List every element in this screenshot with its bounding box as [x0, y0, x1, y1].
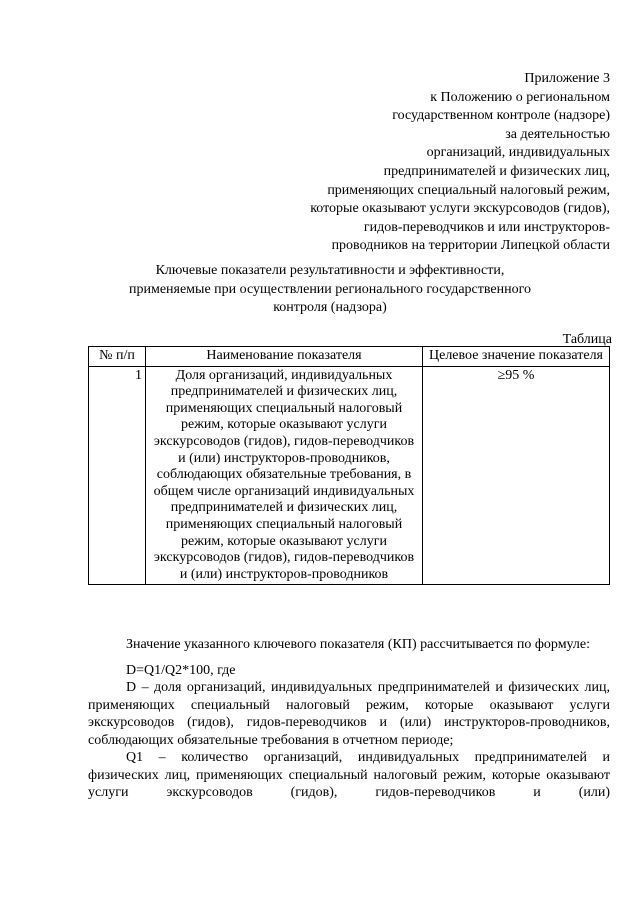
header-number: № п/п — [89, 347, 146, 367]
annex-line: за деятельностью — [505, 126, 610, 142]
annex-line: государственном контроле (надзоре) — [392, 108, 610, 124]
annex-line: применяющих специальный налоговый режим, — [327, 182, 610, 198]
formula-section — [88, 636, 610, 802]
row-number: 1 — [89, 366, 146, 585]
title-line: Ключевые показатели результативности и эффективности, — [155, 263, 505, 278]
document-title — [100, 262, 560, 318]
table-row — [89, 366, 610, 585]
row-target-value: ≥95 % — [423, 366, 610, 585]
annex-line: Приложение 3 — [524, 71, 610, 86]
table-header-row — [89, 347, 610, 367]
annex-line: к Положению о региональном — [430, 89, 610, 105]
formula: D=Q1/Q2*100, где — [126, 662, 236, 678]
header-indicator-name: Наименование показателя — [146, 347, 423, 367]
table-caption: Таблица — [562, 332, 612, 347]
kpi-table — [88, 346, 610, 585]
title-line: применяемые при осуществлении регионального государственного — [128, 281, 532, 297]
annex-line: организаций, индивидуальных — [426, 145, 610, 161]
row-indicator-name: Доля организаций, индивидуальных предпринимателей и физических лиц, применяющих специальный налоговый режим, которые оказывают услуги экскурсоводов (гидов), гидов-переводчиков и (или) инструкторов-проводников, соблюдающих обязательные требования, в общем числе организаций индивидуальных предпринимателей и физических лиц, применяющих специальный налоговый режим, которые оказывают услуги экскурсоводов (гидов), гидов-переводчиков и (или) инструкторов-проводников — [146, 366, 423, 585]
annex-line: предпринимателей и физических лиц, — [383, 163, 610, 179]
annex-header — [190, 70, 610, 256]
definition-d: D – доля организаций, индивидуальных предпринимателей и физических лиц, применяющих специальный налоговый режим, которые оказывают услуги экскурсоводов (гидов), гидов-переводчиков и (или) инструкторов-проводников, соблюдающих обязательные требования в отчетном периоде; — [88, 680, 610, 748]
title-line: контроля (надзора) — [273, 300, 387, 316]
annex-line: гидов-переводчиков и или инструкторов- — [363, 219, 610, 235]
annex-line: которые оказывают услуги экскурсоводов (гидов), — [310, 201, 610, 217]
definition-q1: Q1 – количество организаций, индивидуальных предпринимателей и физических лиц, применяющих специальный налоговый режим, которые оказывают услуги экскурсоводов (гидов), гидов-переводчиков и (или) — [88, 750, 610, 800]
annex-line: проводников на территории Липецкой области — [331, 238, 610, 254]
header-target-value: Целевое значение показателя — [423, 347, 610, 367]
formula-intro: Значение указанного ключевого показателя (КП) рассчитывается по формуле: — [126, 637, 591, 652]
